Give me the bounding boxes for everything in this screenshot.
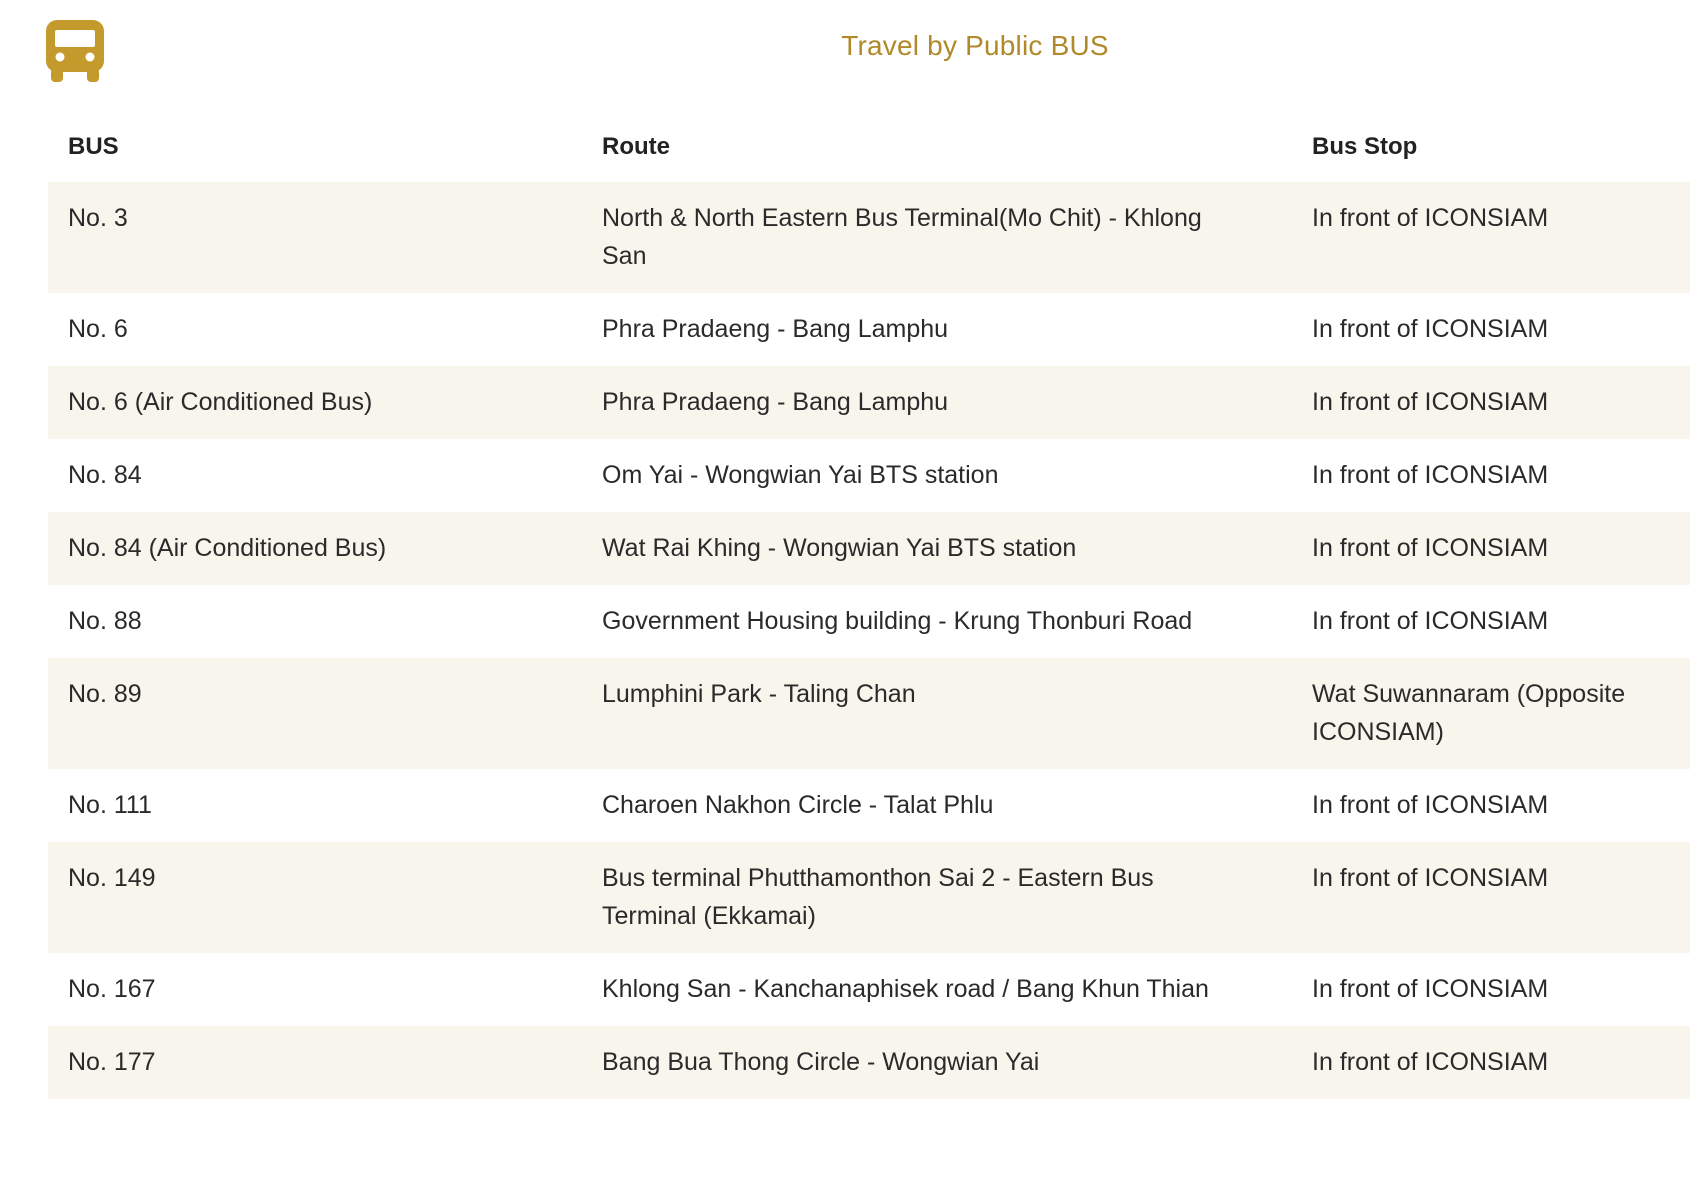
bus-stop-cell: In front of ICONSIAM <box>1292 953 1690 1026</box>
column-header-bus: BUS <box>68 133 119 160</box>
table-row <box>48 512 1690 585</box>
table-row <box>48 182 1690 293</box>
route-cell: Om Yai - Wongwian Yai BTS station <box>582 439 1292 512</box>
page-title: Travel by Public BUS <box>841 30 1109 61</box>
page-header <box>0 0 1690 110</box>
bus-number-cell: No. 3 <box>48 182 582 293</box>
bus-number-cell: No. 88 <box>48 585 582 658</box>
route-cell: Khlong San - Kanchanaphisek road / Bang Khun Thian <box>582 953 1292 1026</box>
table-row <box>48 658 1690 769</box>
bus-stop-cell: In front of ICONSIAM <box>1292 182 1690 293</box>
route-cell: Phra Pradaeng - Bang Lamphu <box>582 366 1292 439</box>
bus-stop-cell: In front of ICONSIAM <box>1292 439 1690 512</box>
table-row <box>48 842 1690 953</box>
route-cell: Wat Rai Khing - Wongwian Yai BTS station <box>582 512 1292 585</box>
bus-number-cell: No. 84 (Air Conditioned Bus) <box>48 512 582 585</box>
bus-number-cell: No. 177 <box>48 1026 582 1099</box>
bus-stop-cell: In front of ICONSIAM <box>1292 512 1690 585</box>
bus-stop-cell: In front of ICONSIAM <box>1292 366 1690 439</box>
table-row <box>48 953 1690 1026</box>
bus-stop-cell: In front of ICONSIAM <box>1292 842 1690 953</box>
bus-number-cell: No. 89 <box>48 658 582 769</box>
table-row <box>48 1026 1690 1099</box>
route-cell: Bang Bua Thong Circle - Wongwian Yai <box>582 1026 1292 1099</box>
route-cell: Bus terminal Phutthamonthon Sai 2 - Eastern Bus Terminal (Ekkamai) <box>582 842 1292 953</box>
bus-icon <box>46 20 104 84</box>
table-row <box>48 769 1690 842</box>
route-cell: Government Housing building - Krung Thonburi Road <box>582 585 1292 658</box>
bus-number-cell: No. 149 <box>48 842 582 953</box>
route-cell: Charoen Nakhon Circle - Talat Phlu <box>582 769 1292 842</box>
table-header-row <box>48 112 1690 182</box>
table-row <box>48 293 1690 366</box>
table-row <box>48 585 1690 658</box>
bus-stop-cell: In front of ICONSIAM <box>1292 585 1690 658</box>
column-header-bus-stop: Bus Stop <box>1312 133 1418 160</box>
column-header-route: Route <box>602 133 670 160</box>
route-cell: North & North Eastern Bus Terminal(Mo Chit) - Khlong San <box>582 182 1292 293</box>
bus-stop-cell: In front of ICONSIAM <box>1292 293 1690 366</box>
bus-number-cell: No. 111 <box>48 769 582 842</box>
bus-routes-table <box>48 112 1690 1099</box>
route-cell: Phra Pradaeng - Bang Lamphu <box>582 293 1292 366</box>
bus-number-cell: No. 84 <box>48 439 582 512</box>
bus-stop-cell: In front of ICONSIAM <box>1292 1026 1690 1099</box>
route-cell: Lumphini Park - Taling Chan <box>582 658 1292 769</box>
bus-number-cell: No. 6 (Air Conditioned Bus) <box>48 366 582 439</box>
bus-stop-cell: Wat Suwannaram (Opposite ICONSIAM) <box>1292 658 1690 769</box>
table-row <box>48 439 1690 512</box>
bus-number-cell: No. 167 <box>48 953 582 1026</box>
table-row <box>48 366 1690 439</box>
bus-stop-cell: In front of ICONSIAM <box>1292 769 1690 842</box>
bus-number-cell: No. 6 <box>48 293 582 366</box>
